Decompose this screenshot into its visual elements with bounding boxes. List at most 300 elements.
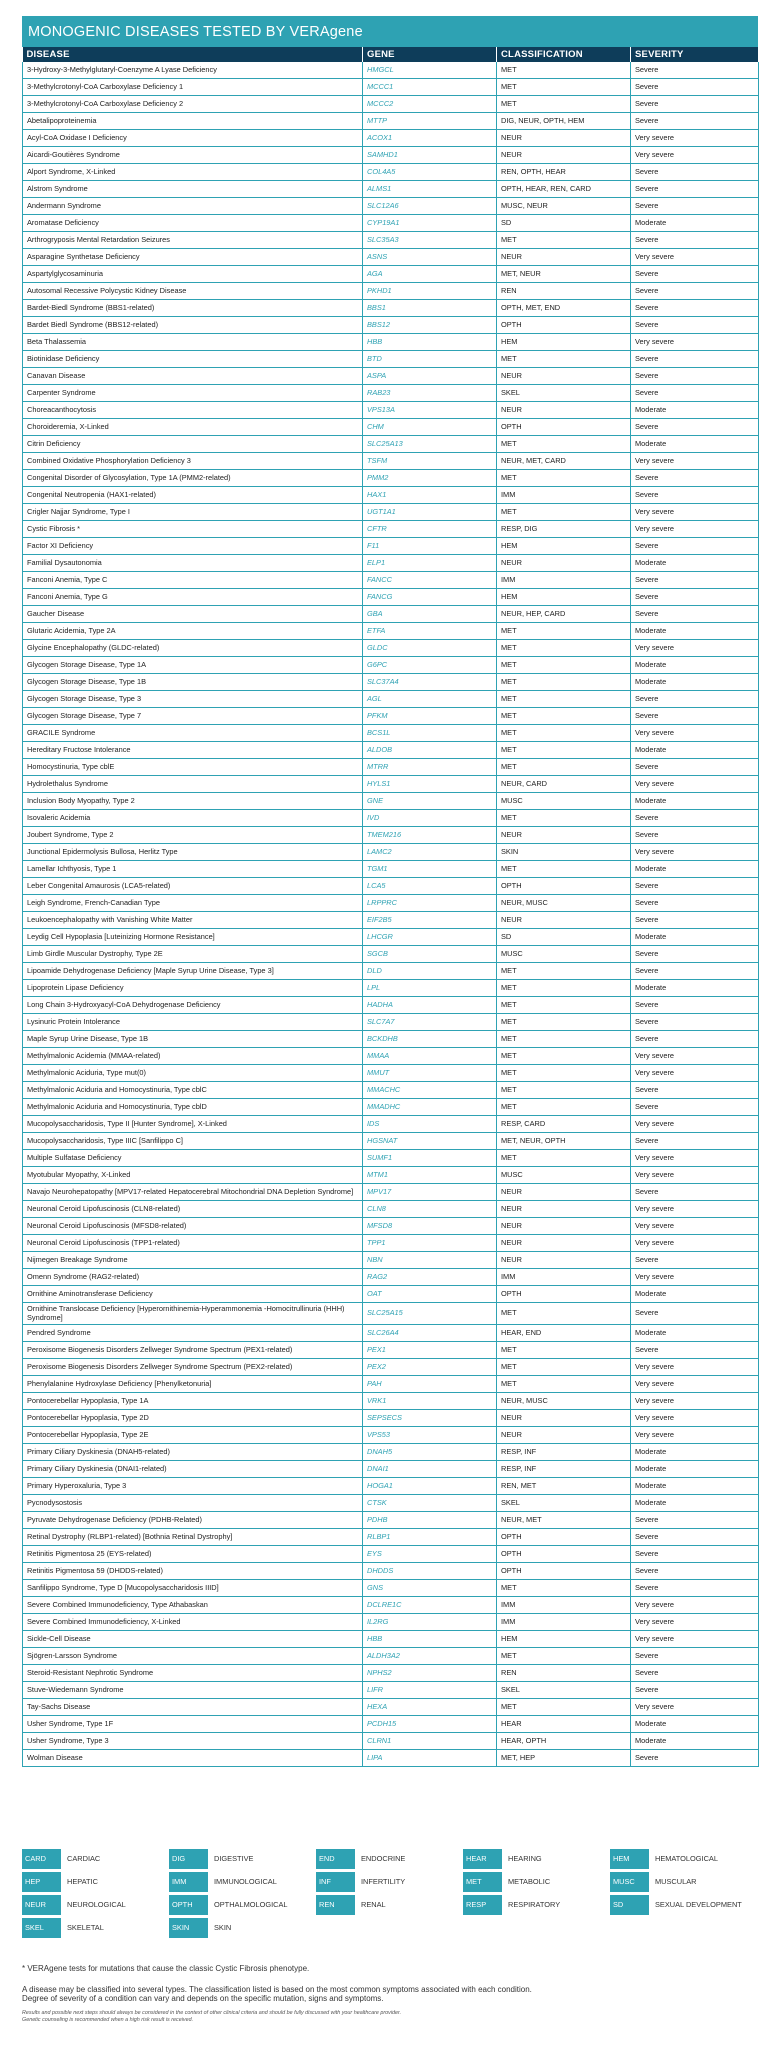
severity-cell: Moderate [631,1461,759,1478]
table-row [23,691,759,708]
column-header-severity: SEVERITY [631,47,759,62]
legend-item [169,1872,316,1892]
disease-cell: Joubert Syndrome, Type 2 [23,827,363,844]
gene-cell: TSFM [363,453,497,470]
classification-cell: RESP, INF [497,1444,631,1461]
gene-cell: PDHB [363,1512,497,1529]
table-row [23,215,759,232]
classification-cell: MET [497,742,631,759]
legend-code: SKIN [169,1918,208,1938]
legend-label: SEXUAL DEVELOPMENT [655,1900,742,1909]
disease-cell: Glycogen Storage Disease, Type 7 [23,708,363,725]
disease-cell: Primary Ciliary Dyskinesia (DNAH5-related) [23,1444,363,1461]
disease-cell: Glycine Encephalopathy (GLDC-related) [23,640,363,657]
severity-cell: Very severe [631,1699,759,1716]
gene-cell: TMEM216 [363,827,497,844]
severity-cell: Very severe [631,147,759,164]
table-row [23,1682,759,1699]
gene-cell: SLC12A6 [363,198,497,215]
disease-cell: Peroxisome Biogenesis Disorders Zellweger Syndrome Spectrum (PEX2-related) [23,1359,363,1376]
table-row [23,1269,759,1286]
gene-cell: HAX1 [363,487,497,504]
severity-cell: Moderate [631,1733,759,1750]
classification-cell: NEUR [497,1427,631,1444]
disease-cell: Choreacanthocytosis [23,402,363,419]
gene-cell: ASNS [363,249,497,266]
legend-item [610,1895,757,1915]
column-header-classification: CLASSIFICATION [497,47,631,62]
gene-cell: F11 [363,538,497,555]
legend-code: IMM [169,1872,208,1892]
disease-cell: Leukoencephalopathy with Vanishing White Matter [23,912,363,929]
severity-cell: Very severe [631,844,759,861]
table-row [23,521,759,538]
disease-table [22,47,759,1767]
table-row [23,1631,759,1648]
gene-cell: MMUT [363,1065,497,1082]
gene-cell: SAMHD1 [363,147,497,164]
gene-cell: DCLRE1C [363,1597,497,1614]
severity-cell: Severe [631,1512,759,1529]
gene-cell: HBB [363,1631,497,1648]
classification-cell: HEM [497,334,631,351]
severity-cell: Very severe [631,640,759,657]
table-row [23,538,759,555]
table-row [23,946,759,963]
legend-code: RESP [463,1895,502,1915]
legend-label: OPTHALMOLOGICAL [214,1900,288,1909]
gene-cell: PAH [363,1376,497,1393]
table-row [23,555,759,572]
classification-cell: MET [497,759,631,776]
legend-label: ENDOCRINE [361,1854,406,1863]
gene-cell: GNE [363,793,497,810]
gene-cell: MMACHC [363,1082,497,1099]
severity-cell: Very severe [631,1235,759,1252]
table-row [23,776,759,793]
disease-cell: Glycogen Storage Disease, Type 1B [23,674,363,691]
gene-cell: DNAI1 [363,1461,497,1478]
gene-cell: CFTR [363,521,497,538]
classification-cell: SKIN [497,844,631,861]
legend-row [22,1895,758,1915]
gene-cell: FANCC [363,572,497,589]
severity-cell: Severe [631,572,759,589]
legend-label: INFERTILITY [361,1877,406,1886]
disease-cell: Aspartylglycosaminuria [23,266,363,283]
gene-cell: CHM [363,419,497,436]
severity-cell: Severe [631,351,759,368]
classification-cell: NEUR [497,1184,631,1201]
gene-cell: MCCC1 [363,79,497,96]
gene-cell: HEXA [363,1699,497,1716]
table-row [23,79,759,96]
table-row [23,198,759,215]
disease-cell: Biotinidase Deficiency [23,351,363,368]
table-row [23,1393,759,1410]
severity-cell: Very severe [631,1269,759,1286]
classification-cell: NEUR [497,249,631,266]
legend-code: CARD [22,1849,61,1869]
disease-cell: Lamellar Ichthyosis, Type 1 [23,861,363,878]
gene-cell: GBA [363,606,497,623]
classification-cell: SKEL [497,1495,631,1512]
table-row [23,1648,759,1665]
classification-cell: NEUR [497,368,631,385]
classification-cell: HEAR [497,1716,631,1733]
gene-cell: TPP1 [363,1235,497,1252]
gene-cell: RAG2 [363,1269,497,1286]
gene-cell: VRK1 [363,1393,497,1410]
severity-cell: Severe [631,878,759,895]
table-row [23,470,759,487]
legend-label: SKELETAL [67,1923,104,1932]
disease-cell: Crigler Najjar Syndrome, Type I [23,504,363,521]
disease-cell: Sjögren-Larsson Syndrome [23,1648,363,1665]
severity-cell: Very severe [631,1201,759,1218]
disease-cell: Leigh Syndrome, French-Canadian Type [23,895,363,912]
note-counseling: Genetic counseling is recommended when a high risk result is received. [22,2017,194,2023]
disease-cell: Steroid-Resistant Nephrotic Syndrome [23,1665,363,1682]
severity-cell: Moderate [631,402,759,419]
table-row [23,96,759,113]
classification-cell: MET [497,725,631,742]
classification-cell: IMM [497,1269,631,1286]
table-row [23,1512,759,1529]
severity-cell: Severe [631,164,759,181]
gene-cell: BBS1 [363,300,497,317]
note-classification: A disease may be classified into several types. The classification listed is based on the most common symptoms associated with each condition. [22,1985,532,1994]
classification-cell: NEUR, MET, CARD [497,453,631,470]
classification-cell: MET [497,504,631,521]
disease-cell: Stuve-Wiedemann Syndrome [23,1682,363,1699]
gene-cell: G6PC [363,657,497,674]
gene-cell: EIF2B5 [363,912,497,929]
severity-cell: Moderate [631,742,759,759]
disease-cell: Ornithine Translocase Deficiency [Hyperornithinemia-Hyperammonemia -Homocitrullinuria (HHH) Syndrome] [23,1303,363,1325]
disease-table-panel [22,16,758,1767]
legend-label: NEUROLOGICAL [67,1900,126,1909]
gene-cell: TGM1 [363,861,497,878]
table-row [23,1014,759,1031]
disease-cell: Navajo Neurohepatopathy [MPV17-related Hepatocerebral Mitochondrial DNA Depletion Syndrome] [23,1184,363,1201]
disease-cell: Canavan Disease [23,368,363,385]
gene-cell: SLC7A7 [363,1014,497,1031]
table-row [23,113,759,130]
disease-cell: Pycnodysostosis [23,1495,363,1512]
severity-cell: Severe [631,470,759,487]
disease-cell: Primary Hyperoxaluria, Type 3 [23,1478,363,1495]
disease-cell: Alstrom Syndrome [23,181,363,198]
gene-cell: LIFR [363,1682,497,1699]
classification-cell: MET [497,1303,631,1325]
table-row [23,1716,759,1733]
severity-cell: Severe [631,1546,759,1563]
disease-cell: Abetalipoproteinemia [23,113,363,130]
classification-cell: MET [497,861,631,878]
table-row [23,912,759,929]
legend-item [22,1918,169,1938]
table-row [23,1376,759,1393]
table-row [23,436,759,453]
table-row [23,1082,759,1099]
legend-item [22,1849,169,1869]
legend-code: MET [463,1872,502,1892]
classification-cell: NEUR [497,1218,631,1235]
table-row [23,1478,759,1495]
table-row [23,147,759,164]
gene-cell: BCKDHB [363,1031,497,1048]
table-row [23,351,759,368]
classification-cell: MET [497,1699,631,1716]
legend-code: DIG [169,1849,208,1869]
severity-cell: Moderate [631,793,759,810]
disease-cell: Carpenter Syndrome [23,385,363,402]
legend-label: MUSCULAR [655,1877,697,1886]
severity-cell: Very severe [631,334,759,351]
table-row [23,1665,759,1682]
disease-cell: Methylmalonic Acidemia (MMAA-related) [23,1048,363,1065]
gene-cell: IDS [363,1116,497,1133]
footnotes [22,1964,758,2024]
legend-label: RENAL [361,1900,386,1909]
table-row [23,232,759,249]
column-header-gene: GENE [363,47,497,62]
classification-cell: NEUR [497,130,631,147]
gene-cell: BCS1L [363,725,497,742]
table-row [23,1410,759,1427]
severity-cell: Severe [631,538,759,555]
disease-cell: Pyruvate Dehydrogenase Deficiency (PDHB-Related) [23,1512,363,1529]
legend-item [463,1872,610,1892]
table-row [23,164,759,181]
severity-cell: Severe [631,1529,759,1546]
disease-cell: Aromatase Deficiency [23,215,363,232]
classification-cell: NEUR [497,827,631,844]
gene-cell: VPS53 [363,1427,497,1444]
disease-cell: Glycogen Storage Disease, Type 1A [23,657,363,674]
legend-row [22,1918,758,1938]
gene-cell: PKHD1 [363,283,497,300]
legend-item [316,1895,463,1915]
table-row [23,674,759,691]
severity-cell: Very severe [631,776,759,793]
gene-cell: AGA [363,266,497,283]
classification-cell: MET [497,470,631,487]
gene-cell: MFSD8 [363,1218,497,1235]
table-row [23,1444,759,1461]
severity-cell: Very severe [631,1631,759,1648]
gene-cell: MTRR [363,759,497,776]
severity-cell: Very severe [631,1597,759,1614]
table-row [23,980,759,997]
legend-item [463,1849,610,1869]
gene-cell: CYP19A1 [363,215,497,232]
gene-cell: IL2RG [363,1614,497,1631]
legend-code: SD [610,1895,649,1915]
table-row [23,1201,759,1218]
legend-label: HEPATIC [67,1877,98,1886]
table-row [23,402,759,419]
table-row [23,1150,759,1167]
severity-cell: Severe [631,912,759,929]
severity-cell: Very severe [631,1359,759,1376]
table-row [23,572,759,589]
table-row [23,1546,759,1563]
table-row [23,1563,759,1580]
gene-cell: CTSK [363,1495,497,1512]
legend-code: HEP [22,1872,61,1892]
classification-cell: MET [497,232,631,249]
gene-cell: COL4A5 [363,164,497,181]
classification-cell: MET [497,1065,631,1082]
disease-cell: 3-Methylcrotonyl-CoA Carboxylase Deficiency 1 [23,79,363,96]
table-row [23,1342,759,1359]
severity-cell: Very severe [631,1150,759,1167]
severity-cell: Severe [631,181,759,198]
severity-cell: Very severe [631,1410,759,1427]
legend-row [22,1872,758,1892]
legend-code: REN [316,1895,355,1915]
disease-cell: Severe Combined Immunodeficiency, Type Athabaskan [23,1597,363,1614]
classification-cell: NEUR, CARD [497,776,631,793]
classification-cell: MET [497,1580,631,1597]
gene-cell: ALDOB [363,742,497,759]
disease-cell: Retinal Dystrophy (RLBP1-related) [Bothnia Retinal Dystrophy] [23,1529,363,1546]
gene-cell: DLD [363,963,497,980]
gene-cell: VPS13A [363,402,497,419]
gene-cell: GNS [363,1580,497,1597]
classification-cell: MET [497,79,631,96]
severity-cell: Very severe [631,1376,759,1393]
gene-cell: NBN [363,1252,497,1269]
disease-cell: Arthrogryposis Mental Retardation Seizures [23,232,363,249]
severity-cell: Very severe [631,453,759,470]
gene-cell: HOGA1 [363,1478,497,1495]
disease-cell: Lipoprotein Lipase Deficiency [23,980,363,997]
gene-cell: SLC37A4 [363,674,497,691]
table-row [23,487,759,504]
legend-item [316,1872,463,1892]
severity-cell: Severe [631,1252,759,1269]
legend-item [169,1918,316,1938]
classification-cell: IMM [497,1614,631,1631]
classification-cell: MET [497,1150,631,1167]
severity-cell: Severe [631,317,759,334]
disease-cell: Glutaric Acidemia, Type 2A [23,623,363,640]
severity-cell: Severe [631,997,759,1014]
classification-cell: MET [497,96,631,113]
severity-cell: Severe [631,113,759,130]
severity-cell: Severe [631,385,759,402]
disease-cell: Leber Congenital Amaurosis (LCA5-related) [23,878,363,895]
legend-code: END [316,1849,355,1869]
disease-cell: Fanconi Anemia, Type C [23,572,363,589]
disease-cell: Hydrolethalus Syndrome [23,776,363,793]
gene-cell: PMM2 [363,470,497,487]
severity-cell: Severe [631,827,759,844]
severity-cell: Moderate [631,657,759,674]
legend-item [610,1872,757,1892]
gene-cell: PEX2 [363,1359,497,1376]
table-row [23,742,759,759]
table-row [23,1614,759,1631]
severity-cell: Severe [631,368,759,385]
gene-cell: HGSNAT [363,1133,497,1150]
disease-cell: Neuronal Ceroid Lipofuscinosis (MFSD8-related) [23,1218,363,1235]
disease-cell: Omenn Syndrome (RAG2-related) [23,1269,363,1286]
severity-cell: Severe [631,419,759,436]
table-row [23,657,759,674]
classification-cell: OPTH [497,878,631,895]
table-row [23,1303,759,1325]
classification-cell: MET [497,980,631,997]
disease-cell: Retinitis Pigmentosa 25 (EYS-related) [23,1546,363,1563]
gene-cell: CLN8 [363,1201,497,1218]
gene-cell: MMADHC [363,1099,497,1116]
legend-item [316,1849,463,1869]
severity-cell: Severe [631,283,759,300]
classification-cell: NEUR [497,1410,631,1427]
severity-cell: Severe [631,1648,759,1665]
classification-cell: RESP, DIG [497,521,631,538]
table-row [23,283,759,300]
classification-cell: IMM [497,1597,631,1614]
gene-cell: SGCB [363,946,497,963]
table-row [23,1733,759,1750]
severity-cell: Severe [631,759,759,776]
gene-cell: LHCGR [363,929,497,946]
table-row [23,368,759,385]
gene-cell: MMAA [363,1048,497,1065]
table-row [23,1218,759,1235]
gene-cell: ALDH3A2 [363,1648,497,1665]
table-row [23,1461,759,1478]
severity-cell: Severe [631,1303,759,1325]
classification-cell: NEUR [497,912,631,929]
table-row [23,1116,759,1133]
table-row [23,300,759,317]
table-row [23,895,759,912]
severity-cell: Very severe [631,725,759,742]
table-row [23,1427,759,1444]
gene-cell: UGT1A1 [363,504,497,521]
classification-cell: NEUR [497,147,631,164]
disease-cell: Wolman Disease [23,1750,363,1767]
disease-cell: Severe Combined Immunodeficiency, X-Linked [23,1614,363,1631]
classification-cell: NEUR, MET [497,1512,631,1529]
severity-cell: Severe [631,300,759,317]
classification-cell: MET [497,657,631,674]
legend-code: SKEL [22,1918,61,1938]
legend-item [610,1849,757,1869]
table-body [23,62,759,1767]
disease-cell: Usher Syndrome, Type 3 [23,1733,363,1750]
disease-cell: Beta Thalassemia [23,334,363,351]
classification-cell: MET [497,1014,631,1031]
disease-cell: Mucopolysaccharidosis, Type IIIC [Sanfilippo C] [23,1133,363,1150]
gene-cell: RLBP1 [363,1529,497,1546]
disease-cell: GRACILE Syndrome [23,725,363,742]
disease-cell: Sickle-Cell Disease [23,1631,363,1648]
table-row [23,130,759,147]
legend-code: HEM [610,1849,649,1869]
classification-cell: HEM [497,538,631,555]
classification-cell: OPTH [497,1286,631,1303]
severity-cell: Very severe [631,521,759,538]
classification-cell: SD [497,929,631,946]
table-row [23,929,759,946]
